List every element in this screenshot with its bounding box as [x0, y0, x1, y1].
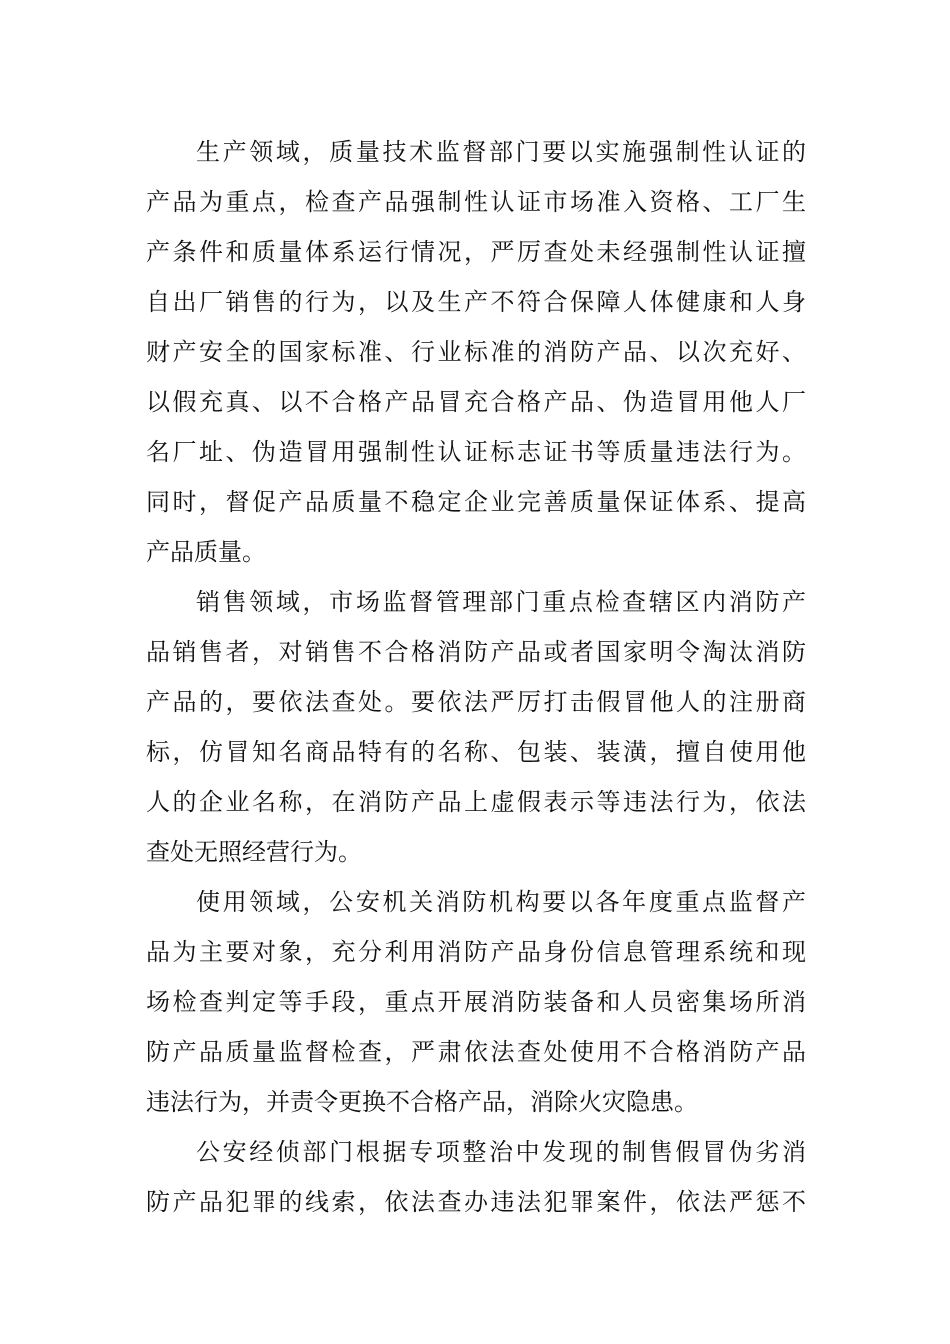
paragraph-usage-line-4: 防产品质量监督检查，严肃依法查处使用不合格消防产品	[146, 1038, 806, 1066]
paragraph-usage-line-3: 场检查判定等手段，重点开展消防装备和人员密集场所消	[146, 988, 806, 1016]
paragraph-sales-line-1: 销售领域，市场监督管理部门重点检查辖区内消防产	[196, 588, 806, 616]
paragraph-production-line-5: 财产安全的国家标准、行业标准的消防产品、以次充好、	[146, 338, 806, 366]
paragraph-usage-line-5: 违法行为，并责令更换不合格产品，消除火灾隐患。	[146, 1088, 698, 1116]
paragraph-sales-line-3: 产品的，要依法查处。要依法严厉打击假冒他人的注册商	[146, 688, 806, 716]
paragraph-investigation-line-1: 公安经侦部门根据专项整治中发现的制售假冒伪劣消	[196, 1138, 806, 1166]
paragraph-sales-line-4: 标，仿冒知名商品特有的名称、包装、装潢，擅自使用他	[146, 738, 806, 766]
paragraph-production-line-8: 同时，督促产品质量不稳定企业完善质量保证体系、提高	[146, 488, 806, 516]
paragraph-production-line-2: 产品为重点，检查产品强制性认证市场准入资格、工厂生	[146, 188, 806, 216]
paragraph-sales-line-6: 查处无照经营行为。	[146, 838, 362, 866]
paragraph-production-line-1: 生产领域，质量技术监督部门要以实施强制性认证的	[196, 138, 806, 166]
paragraph-production-line-4: 自出厂销售的行为，以及生产不符合保障人体健康和人身	[146, 288, 806, 316]
paragraph-sales-line-2: 品销售者，对销售不合格消防产品或者国家明令淘汰消防	[146, 638, 806, 666]
paragraph-usage-line-2: 品为主要对象，充分利用消防产品身份信息管理系统和现	[146, 938, 806, 966]
paragraph-sales-line-5: 人的企业名称，在消防产品上虚假表示等违法行为，依法	[146, 788, 806, 816]
paragraph-production-line-3: 产条件和质量体系运行情况，严厉查处未经强制性认证擅	[146, 238, 806, 266]
paragraph-production-line-7: 名厂址、伪造冒用强制性认证标志证书等质量违法行为。	[146, 438, 806, 466]
paragraph-usage-line-1: 使用领域，公安机关消防机构要以各年度重点监督产	[196, 888, 806, 916]
paragraph-production-line-9: 产品质量。	[146, 538, 266, 566]
paragraph-investigation-line-2: 防产品犯罪的线索，依法查办违法犯罪案件，依法严惩不	[146, 1188, 806, 1216]
paragraph-production-line-6: 以假充真、以不合格产品冒充合格产品、伪造冒用他人厂	[146, 388, 806, 416]
